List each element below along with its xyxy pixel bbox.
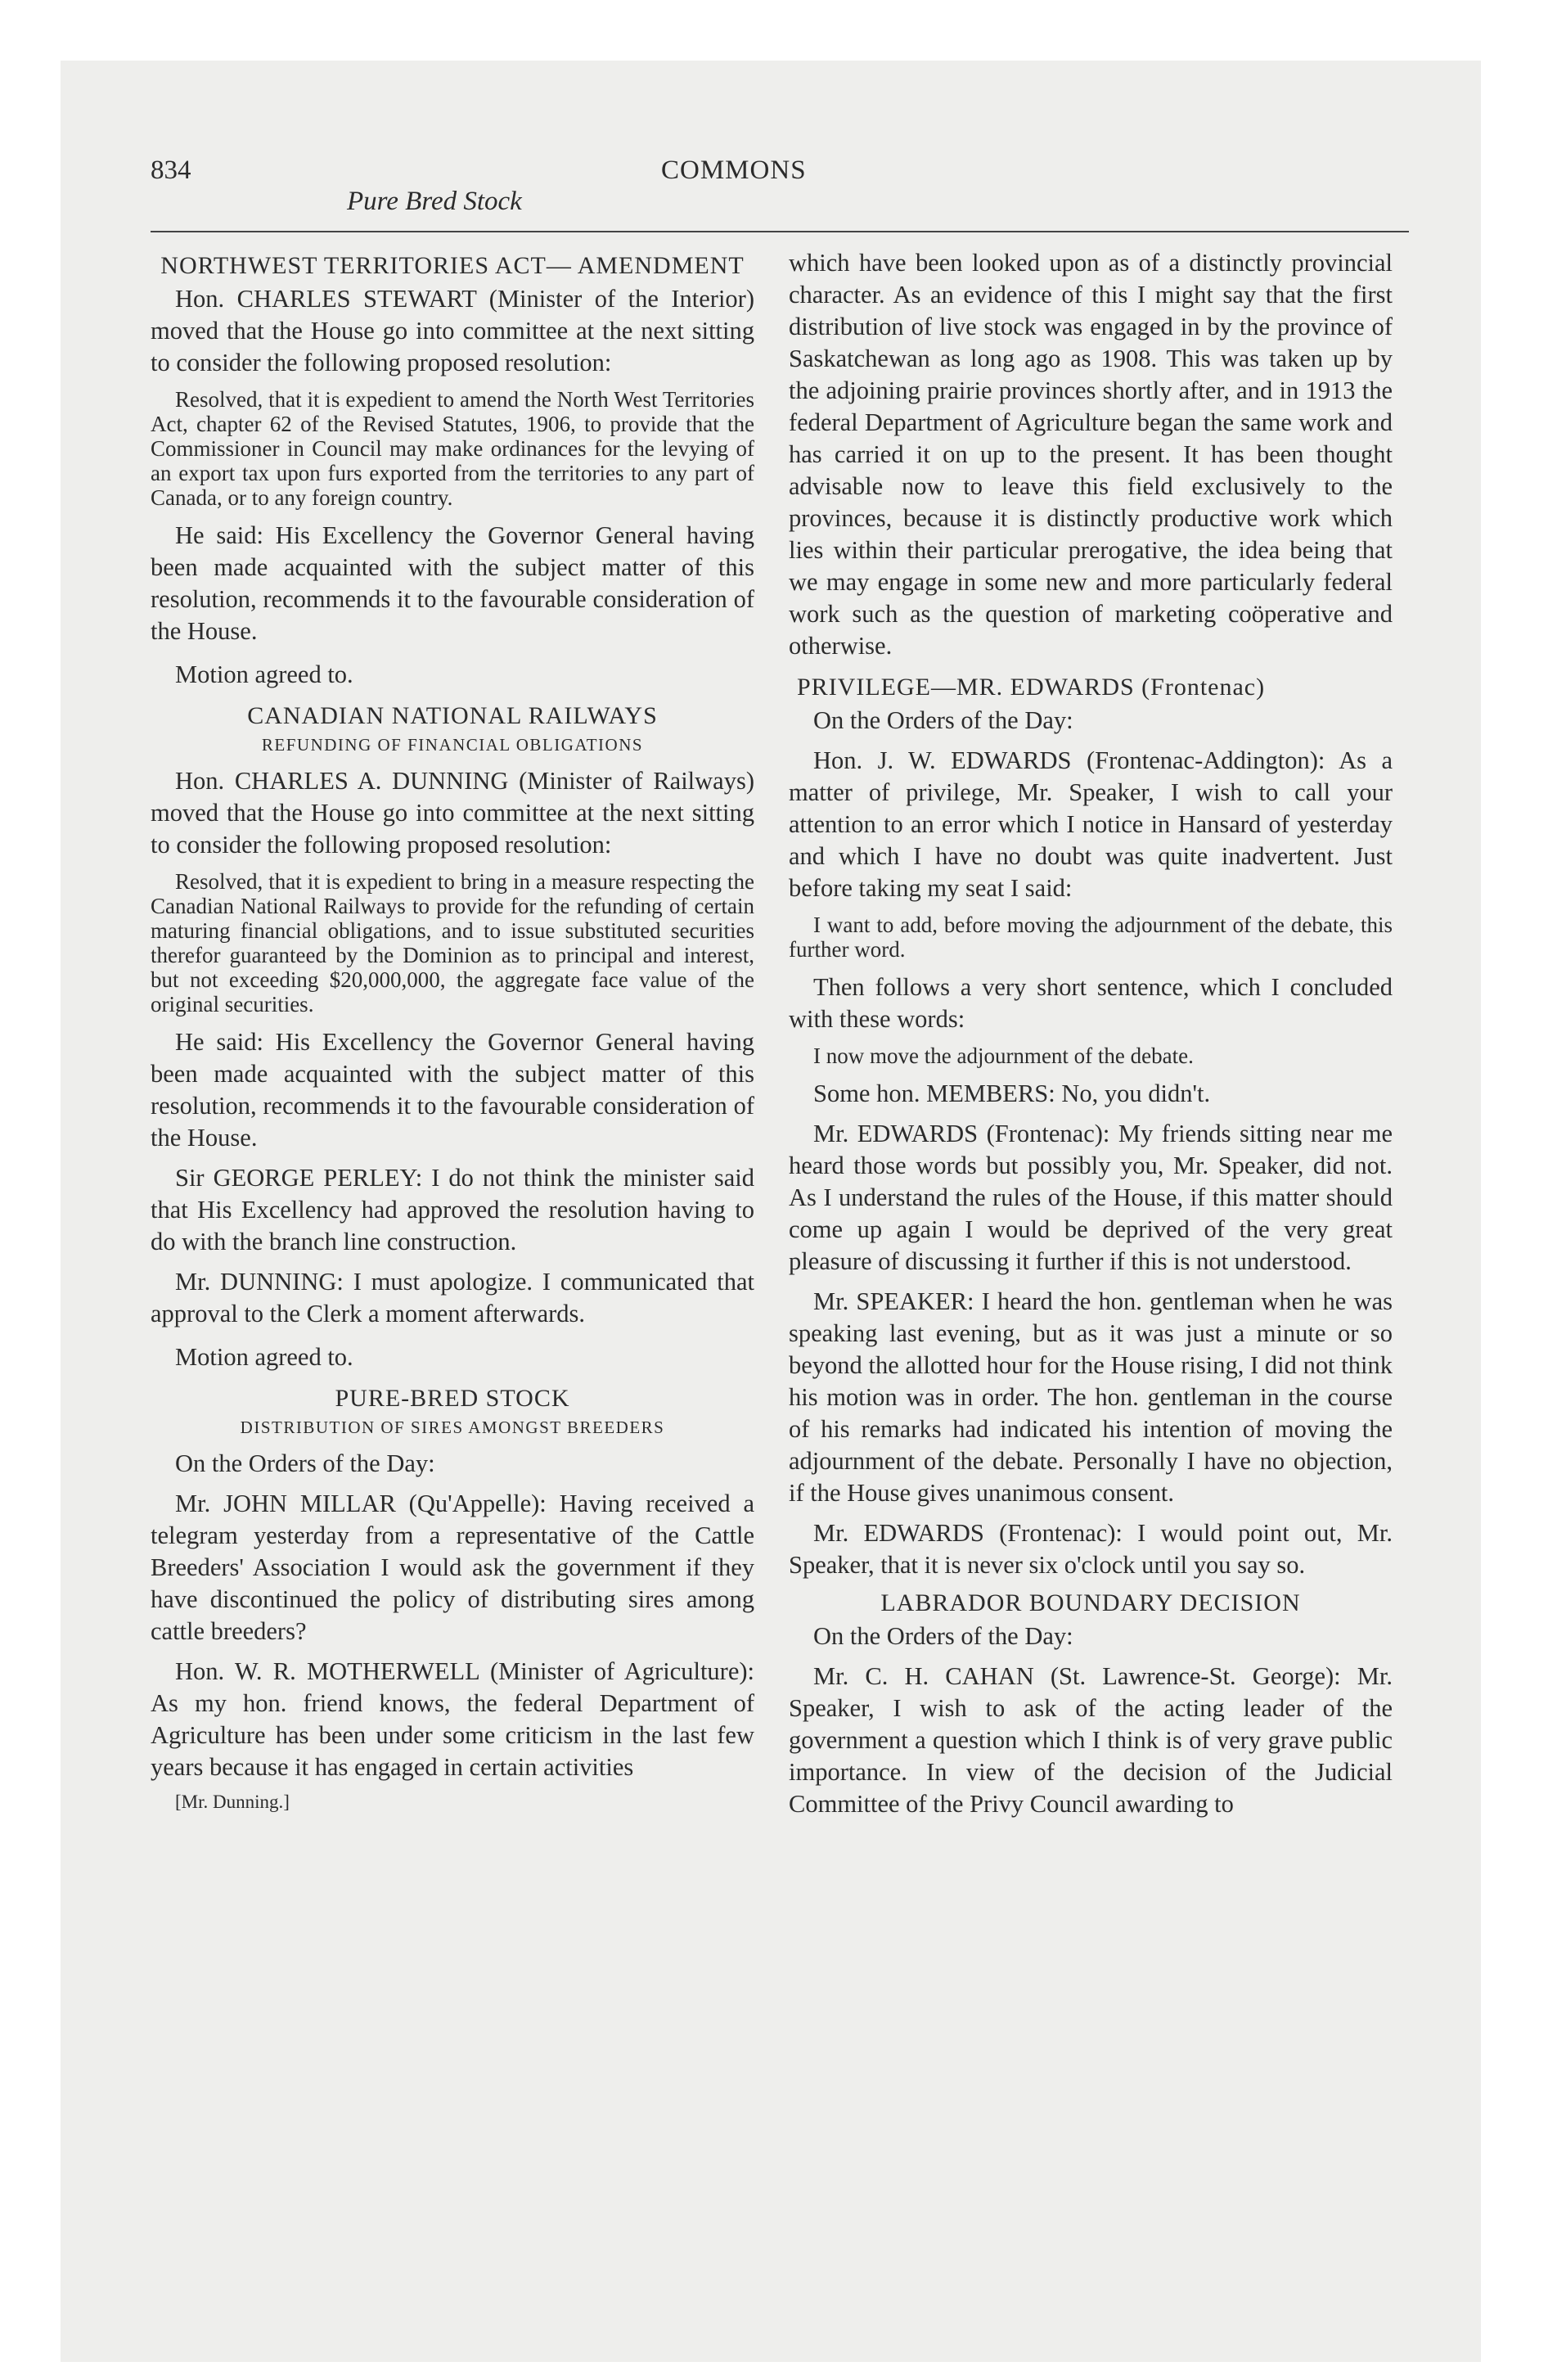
subheading-refunding: REFUNDING OF FINANCIAL OBLIGATIONS: [261, 735, 644, 755]
paragraph: Hon. CHARLES A. DUNNING (Minister of Railways) moved that the House go into committee at the next sitting to consider the following proposed resolution:: [151, 767, 754, 859]
paragraph: which have been looked upon as of a distinctly provincial character. As an evidence of this I might say that the first distribution of live stock was engaged in by the province of Saskatchewan as long ago as 1908. This was taken up by the adjoining prairie provinces shortly after, and in 1913 the federal Department of Agriculture began the same work and has carried it on up to the present. It has been thought advisable now to leave this field exclusively to the provinces, because it is distinctly productive work which lies within their particular prerogative, the idea being that we may engage in some new and more particularly federal work such as the question of marketing coöperative and otherwise.: [789, 249, 1393, 660]
page-header: [151, 156, 1409, 226]
heading-canadian-national-railways: CANADIAN NATIONAL RAILWAYS: [247, 702, 658, 729]
paragraph: Some hon. MEMBERS: No, you didn't.: [813, 1080, 1211, 1107]
hansard-page: [151, 156, 1409, 1818]
section-title: Pure Bred Stock: [347, 187, 522, 216]
paragraph: He said: His Excellency the Governor General having been made acquainted with the subject matter of this resolution, recommends it to the favourable consideration of the House.: [151, 521, 754, 645]
heading-privilege-edwards: PRIVILEGE—MR. EDWARDS (Frontenac): [797, 674, 1266, 701]
running-head: COMMONS: [661, 156, 807, 185]
paragraph: Mr. SPEAKER: I heard the hon. gentleman when he was speaking last evening, but as it was just a minute or so beyond the allotted hour for the House rising, I did not think his motion was in order. The hon. gentleman in the course of his remarks had indicated his intention of moving the adjournment of the debate. Personally I have no objection, if the House gives unanimous consent.: [789, 1287, 1393, 1507]
resolution-quote: Resolved, that it is expedient to amend the North West Territories Act, chapter 62 of the Revised Statutes, 1906, to provide that the Commissioner in Council may make ordinances for the levying of an export tax upon furs exported from the territories to any part of Canada, or to any foreign country.: [151, 387, 754, 510]
resolution-quote: Resolved, that it is expedient to bring in a measure respecting the Canadian National Railways to provide for the refunding of certain maturing financial obligations, and to issue substituted securities therefor guaranteed by the Dominion as to principal and interest, but not exceeding $20,000,000, the aggregate face value of the original securities.: [151, 869, 754, 1016]
paragraph: Mr. DUNNING: I must apologize. I communicated that approval to the Clerk a moment afterwards.: [151, 1268, 754, 1327]
subheading-distribution-of-sires: DISTRIBUTION OF SIRES AMONGST BREEDERS: [240, 1418, 665, 1437]
heading-northwest-territories: NORTHWEST TERRITORIES ACT— AMENDMENT: [160, 252, 745, 279]
motion-text: Motion agreed to.: [175, 660, 353, 688]
paragraph: Hon. CHARLES STEWART (Minister of the Interior) moved that the House go into committee at the next sitting to consider the following proposed resolution:: [151, 285, 754, 376]
paragraph: Mr. EDWARDS (Frontenac): I would point out, Mr. Speaker, that it is never six o'clock until you say so.: [789, 1519, 1393, 1579]
paragraph: He said: His Excellency the Governor General having been made acquainted with the subject matter of this resolution, recommends it to the favourable consideration of the House.: [151, 1028, 754, 1152]
paragraph: Then follows a very short sentence, which I concluded with these words:: [789, 973, 1393, 1033]
header-rule: [151, 231, 1409, 232]
heading-labrador-boundary: LABRADOR BOUNDARY DECISION: [880, 1589, 1301, 1616]
paragraph: Mr. JOHN MILLAR (Qu'Appelle): Having received a telegram yesterday from a representative of the Cattle Breeders' Association I would ask the government if they have discontinued the policy of distributing sires among cattle breeders?: [151, 1490, 754, 1645]
footer-speaker-note: [Mr. Dunning.]: [175, 1792, 290, 1812]
paragraph: Sir GEORGE PERLEY: I do not think the minister said that His Excellency had approved the resolution having to do with the branch line construction.: [151, 1164, 754, 1255]
paragraph: Hon. W. R. MOTHERWELL (Minister of Agriculture): As my hon. friend knows, the federal Department of Agriculture has been under some criticism in the last few years because it has engaged in certain activities: [151, 1657, 754, 1781]
motion-text: Motion agreed to.: [175, 1343, 353, 1371]
paragraph: On the Orders of the Day:: [175, 1449, 435, 1477]
heading-pure-bred-stock: PURE-BRED STOCK: [335, 1385, 570, 1412]
quoted-text: I now move the adjournment of the debate.: [813, 1044, 1194, 1068]
paragraph: Hon. J. W. EDWARDS (Frontenac-Addington): As a matter of privilege, Mr. Speaker, I wish to call your attention to an error which I notice in Hansard of yesterday and which I have no doubt was quite inadvertent. Just before taking my seat I said:: [789, 746, 1393, 902]
paragraph: On the Orders of the Day:: [813, 706, 1073, 734]
paragraph: Mr. C. H. CAHAN (St. Lawrence-St. George): Mr. Speaker, I wish to ask of the acting leader of the government a question which I think is of very grave public importance. In view of the decision of the Judicial Committee of the Privy Council awarding to: [789, 1662, 1393, 1818]
right-column: [789, 247, 1393, 1828]
paragraph: On the Orders of the Day:: [813, 1622, 1073, 1650]
page-number: 834: [151, 156, 191, 185]
paragraph: Mr. EDWARDS (Frontenac): My friends sitting near me heard those words but possibly you, Mr. Speaker, did not. As I understand the rules of the House, if this matter should come up again I would be deprived of the very great pleasure of discussing it further if this is not understood.: [789, 1120, 1393, 1275]
quoted-text: I want to add, before moving the adjournment of the debate, this further word.: [789, 913, 1393, 962]
left-column: [151, 247, 754, 1813]
